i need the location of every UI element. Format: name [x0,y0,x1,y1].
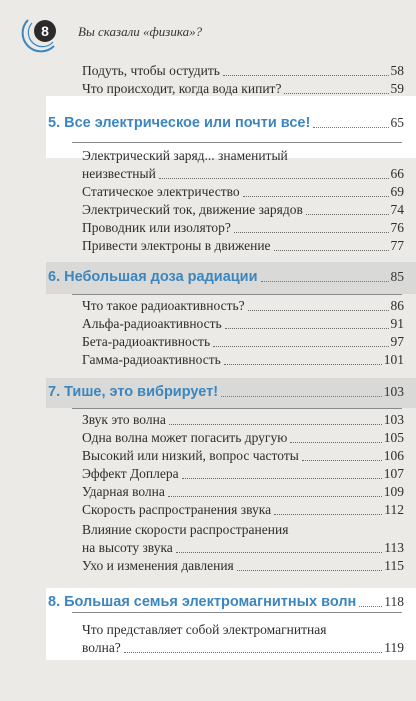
rule [72,142,402,143]
toc-entry[interactable]: на высоту звука 113 [82,540,404,555]
rule [72,294,402,295]
toc-entry[interactable]: Ударная волна 109 [82,484,404,499]
toc-chapter[interactable]: 8. Большая семья электромагнитных волн 118 [48,594,404,610]
toc-entry[interactable]: Ухо и изменения давления 115 [82,558,404,573]
toc-entry-line1: Что представляет собой электромагнитная [82,622,327,637]
rule [72,408,402,409]
toc-entry[interactable]: Статическое электричество 69 [82,184,404,199]
toc-chapter[interactable]: 6. Небольшая доза радиации 85 [48,269,404,285]
running-title: Вы сказали «физика»? [78,24,203,39]
toc-chapter[interactable]: 7. Тише, это вибрирует! 103 [48,384,404,400]
toc-entry[interactable]: Звук это волна 103 [82,412,404,427]
toc-entry[interactable]: Что происходит, когда вода кипит? 59 [82,81,404,96]
toc-entry[interactable]: Эффект Доплера 107 [82,466,404,481]
toc-entry[interactable]: Бета-радиоактивность 97 [82,334,404,349]
toc-entry[interactable]: волна? 119 [82,640,404,655]
toc-entry-line1: Влияние скорости распространения [82,522,289,537]
toc-entry[interactable]: Скорость распространения звука 112 [82,502,404,517]
page-header [20,14,400,50]
toc-entry-line1: Электрический заряд... знаменитый [82,148,288,163]
toc-entry[interactable]: Что такое радиоактивность? 86 [82,298,404,313]
toc-entry[interactable]: Электрический ток, движение зарядов 74 [82,202,404,217]
toc-entry[interactable]: Привести электроны в движение 77 [82,238,404,253]
toc-entry[interactable]: Альфа-радиоактивность 91 [82,316,404,331]
toc-entry[interactable]: Подуть, чтобы остудить 58 [82,63,404,78]
toc-entry[interactable]: Гамма-радиоактивность 101 [82,352,404,367]
toc-entry[interactable]: неизвестный 66 [82,166,404,181]
toc-entry[interactable]: Одна волна может погасить другую 105 [82,430,404,445]
rule [72,612,402,613]
toc-entry[interactable]: Высокий или низкий, вопрос частоты 106 [82,448,404,463]
toc-entry[interactable]: Проводник или изолятор? 76 [82,220,404,235]
page-number: 8 [34,20,56,42]
toc-chapter[interactable]: 5. Все электрическое или почти все! 65 [48,115,404,131]
